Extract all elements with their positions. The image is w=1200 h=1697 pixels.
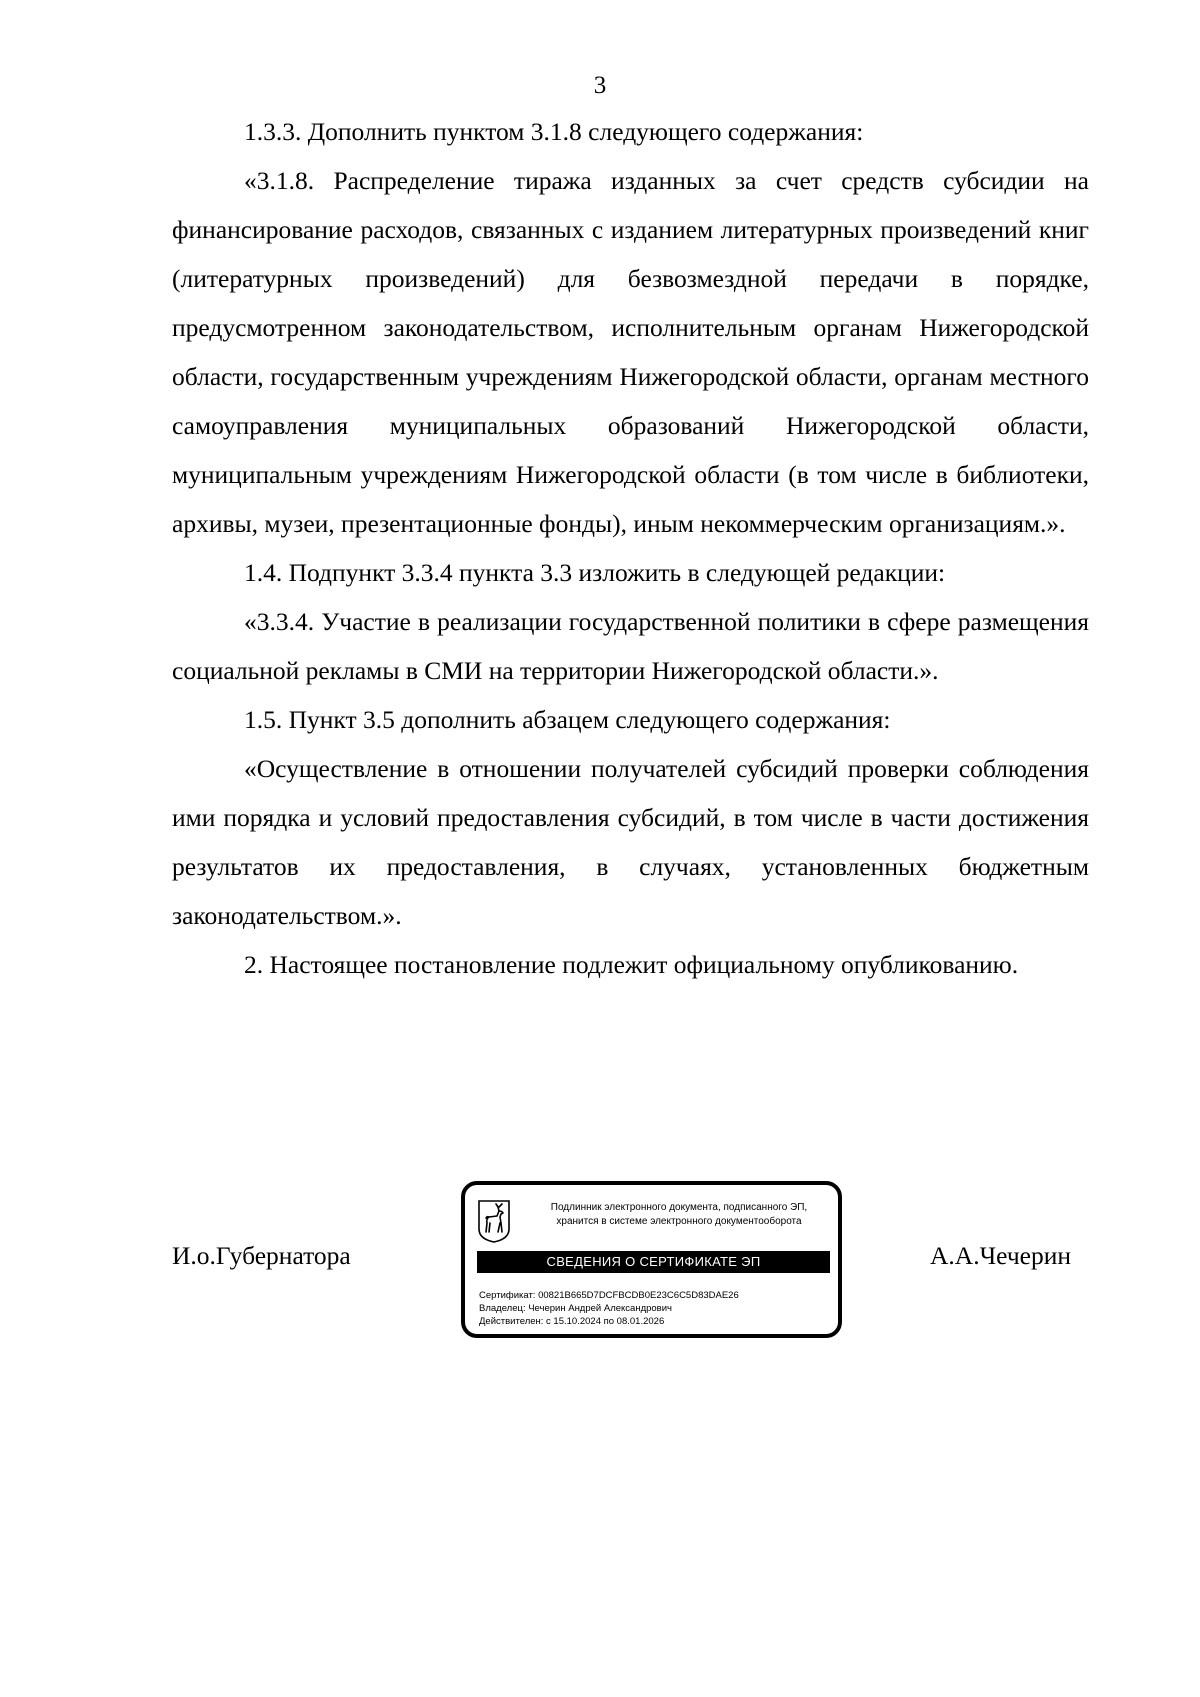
paragraph-3-3-4: «3.3.4. Участие в реализации государственной политики в сфере размещения социальной рекламы в СМИ на территории Нижегородской области.».: [172, 607, 1089, 685]
paragraph-1-4: 1.4. Подпункт 3.3.4 пункта 3.3 изложить в следующей редакции:: [244, 558, 946, 587]
document-body: [172, 107, 1089, 989]
certificate-validity: Действителен: с 15.10.2024 по 08.01.2026: [479, 1316, 665, 1327]
paragraph-2-publication: 2. Настоящее постановление подлежит официальному опубликованию.: [244, 950, 1019, 979]
certificate-info: [479, 1289, 835, 1328]
paragraph-3-1-8: «3.1.8. Распределение тиража изданных за счет средств субсидии на финансирование расходов, связанных с изданием литературных произведений книг (литературных произведений) для безвозмездной передачи в порядке, предусмотренном законодательством, исполнительным органам Нижегородской области, государственным учреждениям Нижегородской области, органам местного самоуправления муниципальных образований Нижегородской области, муниципальным учреждениям Нижегородской области (в том числе в библиотеки, архивы, музеи, презентационные фонды), иным некоммерческим организациям.».: [172, 166, 1089, 538]
signatory-position: И.о.Губернатора: [172, 1241, 351, 1270]
paragraph-1-5: 1.5. Пункт 3.5 дополнить абзацем следующего содержания:: [244, 705, 891, 734]
electronic-signature-stamp: [461, 1181, 842, 1338]
stamp-title-bar: СВЕДЕНИЯ О СЕРТИФИКАТЕ ЭП: [477, 1251, 830, 1273]
certificate-owner: Владелец: Чечерин Андрей Александрович: [479, 1303, 672, 1314]
paragraph-1-3-3: 1.3.3. Дополнить пунктом 3.1.8 следующего содержания:: [244, 117, 864, 146]
signatory-name: А.А.Чечерин: [930, 1241, 1072, 1270]
stamp-header-line-2: хранится в системе электронного документооборота: [556, 1216, 802, 1227]
page-number: 3: [593, 72, 607, 99]
paragraph-3-5-addition: «Осуществление в отношении получателей субсидий проверки соблюдения ими порядка и условий предоставления субсидий, в том числе в части достижения результатов их предоставления, в случаях, установленных бюджетным законодательством.».: [172, 754, 1089, 930]
certificate-number: Сертификат: 00821B665D7DCFBCDB0E23C6C5D83DAE26: [479, 1290, 739, 1301]
stamp-header: [525, 1201, 833, 1229]
deer-emblem-icon: [477, 1199, 511, 1243]
stamp-header-line-1: Подлинник электронного документа, подписанного ЭП,: [550, 1202, 808, 1213]
